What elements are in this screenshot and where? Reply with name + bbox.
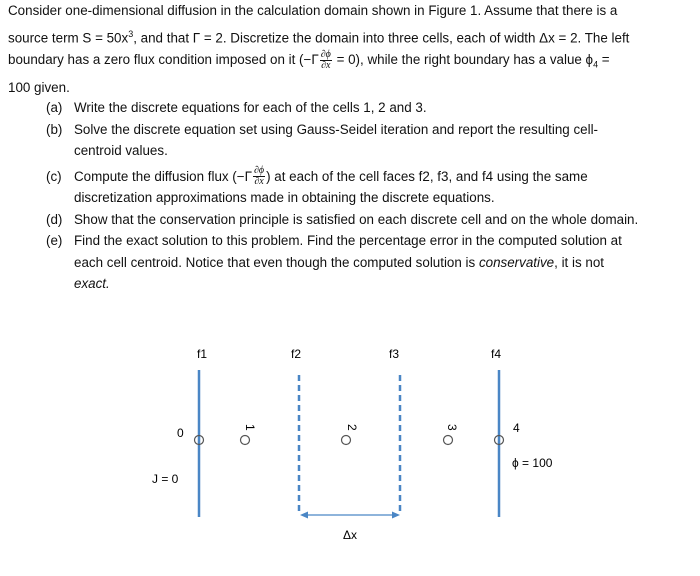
- flux-fraction: $\frac{\partial\phi}{\partial x}$: [320, 49, 331, 72]
- face-label-f3: f3: [389, 347, 400, 361]
- right-bc-label: ϕ = 100: [512, 456, 553, 470]
- dx-label: Δx: [343, 528, 358, 542]
- node-label-0: 0: [177, 426, 184, 440]
- intro-line-3: boundary has a zero flux condition imposed on it (−Γ $\frac{\partial\phi}{\partial x}$ = 0), while the right boundary has a value $\phi_4$ =: [8, 49, 610, 72]
- question-c: (c) Compute the diffusion flux (−Γ $\frac{\partial\phi}{\partial x}$ ) at each of the cell faces f2, f3, and f4 using the same discretization approximations made in obtaining the discrete equations.: [46, 165, 588, 206]
- question-d: (d) Show that the conservation principle is satisfied on each discrete cell and on the whole domain.: [46, 211, 639, 227]
- intro-line-4: 100 given.: [8, 79, 70, 95]
- left-bc-label: J = 0: [152, 472, 179, 486]
- intro-line-1: Consider one-dimensional diffusion in the calculation domain shown in Figure 1. Assume that there is a: [8, 3, 618, 18]
- node-label-4: 4: [513, 421, 520, 435]
- node-2: [342, 436, 351, 445]
- node-label-2: 2: [345, 424, 359, 431]
- face-label-f4: f4: [491, 347, 502, 361]
- intro-line-2: source term $S = 50x^3$, and that Γ = 2. Discretize the domain into three cells, each of width Δx = 2. The left: [8, 28, 630, 45]
- dx-arrow-head-right: [392, 512, 400, 519]
- question-a: (a) Write the discrete equations for each of the cells 1, 2 and 3.: [46, 100, 427, 115]
- node-label-3: 3: [445, 424, 459, 431]
- face-label-f1: f1: [197, 347, 208, 361]
- face-label-f2: f2: [291, 347, 302, 361]
- question-e: (e) Find the exact solution to this problem. Find the percentage error in the computed solution at each cell centroid. Notice that even though the computed solution is conservative, it is not exact.: [46, 233, 622, 292]
- node-label-1: 1: [243, 424, 257, 431]
- dx-arrow-head-left: [300, 512, 308, 519]
- flux-fraction: $\frac{\partial\phi}{\partial x}$: [253, 165, 265, 188]
- node-3: [444, 436, 453, 445]
- node-1: [241, 436, 250, 445]
- question-b: (b) Solve the discrete equation set using Gauss-Seidel iteration and report the resulting cell- centroid values.: [46, 121, 599, 158]
